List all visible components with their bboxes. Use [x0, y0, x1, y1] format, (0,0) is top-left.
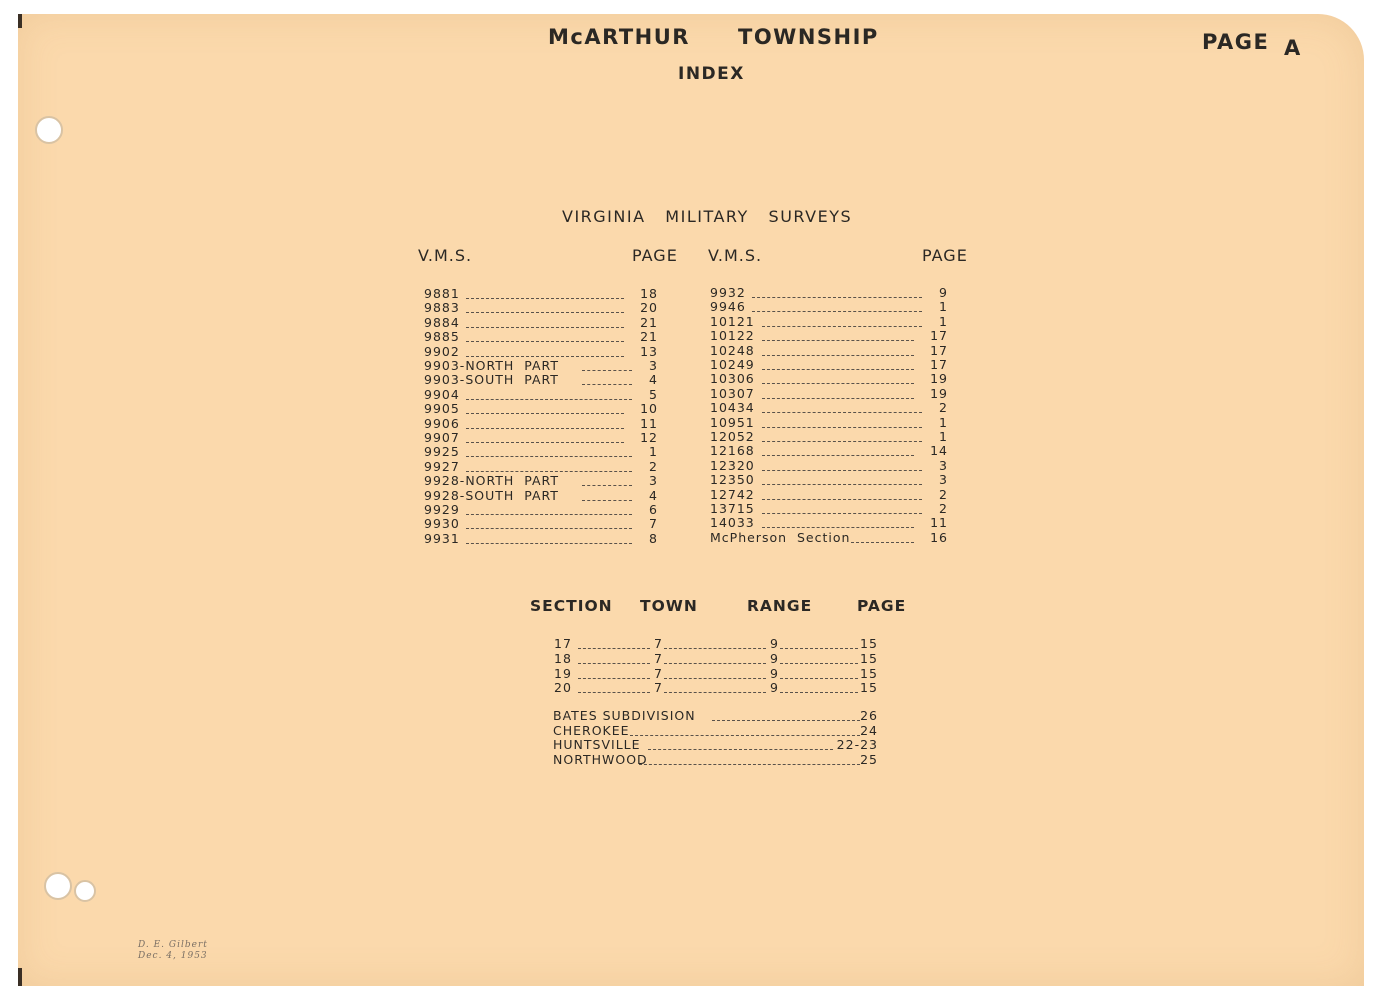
page-letter: A — [1284, 36, 1302, 60]
vms-left-page: 3 — [649, 358, 658, 373]
range-number: 9 — [770, 636, 779, 651]
dotted-leader — [466, 327, 624, 328]
dotted-leader — [466, 428, 624, 429]
dotted-leader — [762, 355, 914, 356]
dotted-leader — [466, 471, 632, 472]
dotted-leader — [664, 678, 766, 679]
section-page: 15 — [860, 680, 878, 696]
dotted-leader — [466, 528, 632, 529]
vms-left-page: 18 — [640, 286, 658, 301]
vms-left-page: 6 — [649, 502, 658, 517]
vms-right-number: 10307 — [710, 385, 755, 401]
vms-right-page: 1 — [939, 313, 948, 329]
vms-right-number: 12052 — [710, 429, 755, 444]
page-col-header-right: PAGE — [922, 246, 968, 265]
vms-left-page: 13 — [640, 343, 658, 359]
page-col-header-section: PAGE — [857, 597, 907, 615]
vms-right-number: 12320 — [710, 457, 755, 473]
range-number: 9 — [770, 665, 779, 681]
vms-right-page: 3 — [939, 457, 948, 473]
vms-right-page: 16 — [930, 529, 948, 545]
dotted-leader — [762, 484, 922, 485]
vms-right-page: 19 — [930, 385, 948, 401]
section-number: 18 — [554, 650, 572, 666]
edge-mark-bottom — [18, 968, 22, 986]
vms-right-number: 10434 — [710, 400, 755, 416]
vms-right-number: 10249 — [710, 357, 755, 372]
vms-left-number: 9928-SOUTH PART — [424, 487, 559, 503]
vms-left-number: 9881 — [424, 286, 460, 301]
section-page: 15 — [860, 650, 878, 666]
dotted-leader — [466, 543, 632, 544]
edge-mark-top — [18, 14, 22, 28]
dotted-leader — [466, 514, 632, 515]
subdivision-page: 24 — [860, 722, 878, 738]
subdivision-name: NORTHWOOD — [553, 751, 648, 767]
vms-left-number: 9925 — [424, 444, 460, 460]
dotted-leader — [712, 720, 860, 721]
section-col-header: SECTION — [530, 597, 613, 615]
township-word: TOWNSHIP — [738, 25, 879, 49]
document-sheet — [18, 14, 1364, 986]
dotted-leader — [762, 441, 922, 442]
vms-right-page: 1 — [939, 414, 948, 430]
township-name: McARTHUR — [548, 25, 690, 49]
vms-left-page: 7 — [649, 516, 658, 532]
vms-right-number: 14033 — [710, 515, 755, 531]
vms-left-number: 9928-NORTH PART — [424, 473, 559, 489]
vms-left-number: 9931 — [424, 530, 460, 546]
dotted-leader — [630, 735, 860, 736]
dotted-leader — [466, 298, 624, 299]
vms-right-number: 9946 — [710, 299, 746, 315]
dotted-leader — [780, 648, 858, 649]
dotted-leader — [780, 692, 858, 693]
dotted-leader — [648, 749, 833, 750]
vms-right-page: 1 — [939, 429, 948, 444]
dotted-leader — [582, 370, 632, 371]
vms-left-page: 11 — [640, 415, 658, 431]
vms-left-number: 9902 — [424, 343, 460, 359]
vms-right-number: McPherson Section — [710, 529, 851, 545]
dotted-leader — [639, 764, 860, 765]
dotted-leader — [466, 356, 624, 357]
vms-title: VIRGINIA MILITARY SURVEYS — [562, 207, 853, 226]
dotted-leader — [664, 692, 766, 693]
dotted-leader — [466, 456, 632, 457]
subdivision-page: 25 — [860, 751, 878, 767]
dotted-leader — [466, 442, 624, 443]
vms-right-number: 12168 — [710, 443, 755, 459]
vms-left-page: 21 — [640, 329, 658, 345]
dotted-leader — [664, 663, 766, 664]
subdivision-page: 26 — [860, 708, 878, 723]
dotted-leader — [582, 500, 632, 501]
vms-right-page: 17 — [930, 342, 948, 358]
section-page: 15 — [860, 665, 878, 681]
vms-left-page: 12 — [640, 430, 658, 445]
signature-date: Dec. 4, 1953 — [138, 951, 208, 961]
vms-left-page: 4 — [649, 487, 658, 503]
dotted-leader — [578, 648, 650, 649]
vms-left-number: 9907 — [424, 430, 460, 445]
vms-left-number: 9885 — [424, 329, 460, 345]
vms-right-page: 9 — [939, 285, 948, 300]
vms-left-number: 9883 — [424, 300, 460, 316]
dotted-leader — [762, 455, 914, 456]
vms-right-page: 2 — [939, 501, 948, 516]
town-number: 7 — [654, 650, 663, 666]
punch-hole-bottom-2 — [74, 880, 96, 902]
dotted-leader — [466, 399, 632, 400]
vms-right-number: 10122 — [710, 328, 755, 344]
vms-left-page: 20 — [640, 300, 658, 316]
vms-left-number: 9929 — [424, 502, 460, 517]
dotted-leader — [582, 485, 632, 486]
vms-left-page: 10 — [640, 401, 658, 417]
dotted-leader — [664, 648, 766, 649]
vms-right-page: 19 — [930, 371, 948, 387]
vms-right-page: 14 — [930, 443, 948, 459]
dotted-leader — [752, 297, 922, 298]
dotted-leader — [762, 470, 922, 471]
subdivision-name: BATES SUBDIVISION — [553, 708, 696, 723]
vms-right-number: 10951 — [710, 414, 755, 430]
dotted-leader — [762, 412, 922, 413]
vms-right-number: 9932 — [710, 285, 746, 300]
vms-right-page: 17 — [930, 328, 948, 344]
dotted-leader — [466, 413, 624, 414]
dotted-leader — [578, 678, 650, 679]
vms-right-number: 10306 — [710, 371, 755, 387]
dotted-leader — [582, 384, 632, 385]
vms-right-number: 13715 — [710, 501, 755, 516]
subdivision-name: CHEROKEE — [553, 722, 630, 738]
vms-left-number: 9904 — [424, 386, 460, 402]
range-number: 9 — [770, 680, 779, 696]
dotted-leader — [762, 513, 922, 514]
dotted-leader — [762, 427, 922, 428]
vms-left-page: 8 — [649, 530, 658, 546]
dotted-leader — [762, 499, 922, 500]
vms-col-header-right: V.M.S. — [708, 246, 763, 265]
dotted-leader — [762, 326, 922, 327]
vms-left-page: 5 — [649, 386, 658, 402]
punch-hole-top — [35, 116, 63, 144]
town-number: 7 — [654, 665, 663, 681]
vms-right-number: 12350 — [710, 472, 755, 488]
section-number: 20 — [554, 680, 572, 696]
page-label: PAGE — [1202, 30, 1270, 54]
dotted-leader — [466, 312, 624, 313]
page-col-header-left: PAGE — [632, 246, 678, 265]
town-number: 7 — [654, 636, 663, 651]
dotted-leader — [780, 678, 858, 679]
punch-hole-bottom — [44, 872, 72, 900]
dotted-leader — [762, 340, 914, 341]
vms-right-number: 10121 — [710, 313, 755, 329]
vms-left-page: 3 — [649, 473, 658, 489]
town-col-header: TOWN — [640, 597, 698, 615]
dotted-leader — [762, 527, 914, 528]
dotted-leader — [780, 663, 858, 664]
vms-left-number: 9903-NORTH PART — [424, 358, 559, 373]
vms-col-header-left: V.M.S. — [418, 246, 473, 265]
vms-right-page: 3 — [939, 472, 948, 488]
index-title: INDEX — [678, 64, 745, 84]
vms-right-number: 10248 — [710, 342, 755, 358]
dotted-leader — [578, 663, 650, 664]
vms-left-number: 9927 — [424, 458, 460, 474]
subdivision-name: HUNTSVILLE — [553, 737, 641, 753]
vms-left-number: 9906 — [424, 415, 460, 431]
vms-left-page: 1 — [649, 444, 658, 460]
dotted-leader — [752, 311, 922, 312]
vms-right-page: 17 — [930, 357, 948, 372]
range-number: 9 — [770, 650, 779, 666]
vms-left-number: 9905 — [424, 401, 460, 417]
town-number: 7 — [654, 680, 663, 696]
section-number: 19 — [554, 665, 572, 681]
vms-left-page: 21 — [640, 314, 658, 330]
vms-left-page: 2 — [649, 458, 658, 474]
vms-right-page: 2 — [939, 400, 948, 416]
dotted-leader — [762, 398, 914, 399]
vms-right-page: 1 — [939, 299, 948, 315]
vms-left-number: 9903-SOUTH PART — [424, 372, 559, 388]
dotted-leader — [762, 383, 914, 384]
vms-left-number: 9930 — [424, 516, 460, 532]
vms-left-number: 9884 — [424, 314, 460, 330]
dotted-leader — [466, 341, 624, 342]
section-number: 17 — [554, 636, 572, 651]
dotted-leader — [762, 369, 914, 370]
vms-right-page: 2 — [939, 486, 948, 502]
section-page: 15 — [860, 636, 878, 651]
vms-right-number: 12742 — [710, 486, 755, 502]
vms-left-page: 4 — [649, 372, 658, 388]
signature-name: D. E. Gilbert — [138, 940, 208, 950]
dotted-leader — [578, 692, 650, 693]
dotted-leader — [851, 542, 914, 543]
vms-right-page: 11 — [930, 515, 948, 531]
subdivision-page: 22-23 — [836, 737, 878, 753]
range-col-header: RANGE — [747, 597, 813, 615]
